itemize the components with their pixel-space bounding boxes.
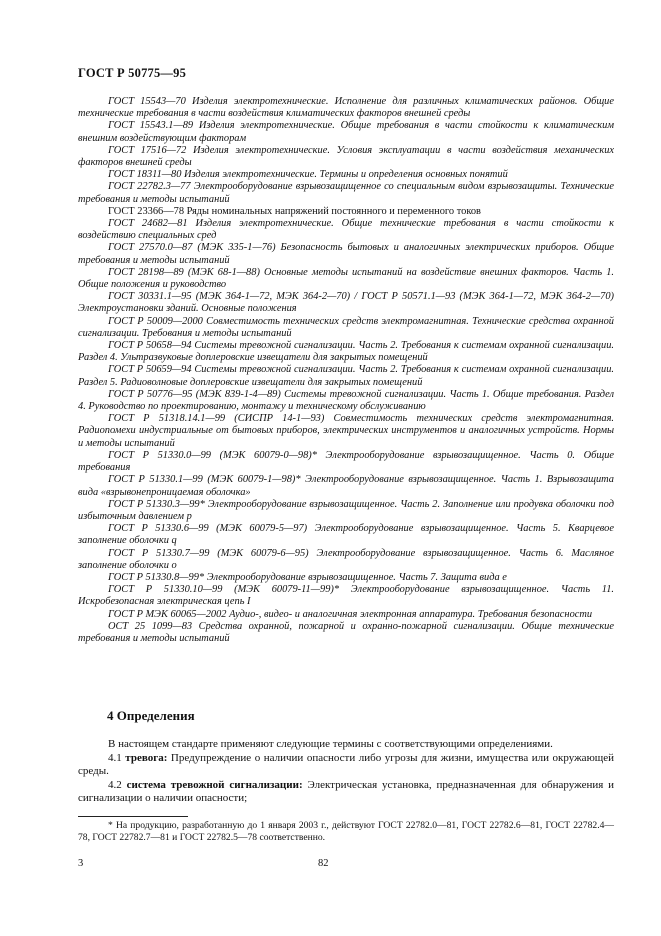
footnote-divider (78, 816, 188, 817)
reference-item: ГОСТ Р 51330.6—99 (МЭК 60079-5—97) Электрооборудование взрывозащищенное. Часть 5. Кварцевое заполнение оболочки q (78, 523, 614, 547)
reference-item: ГОСТ 22782.3—77 Электрооборудование взрывозащищенное со специальным видом взрывозащиты. Технические требования и методы испытаний (78, 181, 614, 205)
definition-item (78, 779, 614, 806)
reference-item: ГОСТ Р 51330.7—99 (МЭК 60079-6—95) Электрооборудование взрывозащищенное. Часть 6. Масляное заполнение оболочки о (78, 547, 614, 571)
reference-item: ГОСТ Р 51330.1—99 (МЭК 60079-1—98)* Электрооборудование взрывозащищенное. Часть 1. Взрывозащита вида «взрывонепроницаемая оболочка» (78, 474, 614, 498)
definition-text: Предупреждение о наличии опасности либо угрозы для жизни, имущества или окружающей среды. (78, 751, 615, 778)
reference-item: ГОСТ Р 50659—94 Системы тревожной сигнализации. Часть 2. Требования к системам охранной сигнализации. Раздел 5. Радиоволновые доплеровские извещатели для закрытых помещений (78, 364, 614, 388)
reference-item: ГОСТ 15543—70 Изделия электротехнические. Исполнение для различных климатических районов. Общие технические требования в части воздействия климатических факторов внешней среды (78, 96, 614, 120)
reference-item: ГОСТ Р 51330.8—99* Электрооборудование взрывозащищенное. Часть 7. Защита вида е (108, 571, 507, 583)
reference-item: ГОСТ 18311—80 Изделия электротехнические. Термины и определения основных понятий (108, 169, 508, 181)
reference-item: ГОСТ Р МЭК 60065—2002 Аудио-, видео- и аналогичная электронная аппаратура. Требования безопасности (108, 608, 593, 620)
definition-term: тревога: (125, 751, 168, 764)
section-title: 4 Определения (107, 708, 195, 723)
reference-item: ГОСТ Р 50776—95 (МЭК 839-1-4—89) Системы тревожной сигнализации. Часть 1. Общие требования. Раздел 4. Руководство по проектированию, монтажу и техническому обслуживанию (78, 388, 614, 413)
footnote-text: * На продукцию, разработанную до 1 января 2003 г., действуют ГОСТ 22782.0—81, ГОСТ 22782.6—81, ГОСТ 22782.4—78, ГОСТ 22782.7—81 и ГОСТ 22782.5—78 соответственно. (78, 820, 614, 843)
reference-item: ГОСТ Р 51330.0—99 (МЭК 60079-0—98)* Электрооборудование взрывозащищенное. Часть 0. Общие требования (78, 449, 614, 474)
definition-number: 4.2 (108, 778, 122, 791)
definition-item (78, 752, 614, 779)
reference-item: ГОСТ Р 51330.10—99 (МЭК 60079-11—99)* Электрооборудование взрывозащищенное. Часть 11. Искробезопасная электрическая цепь I (78, 584, 614, 608)
footnote (78, 820, 614, 843)
definition-term: система тревожной сигнализации: (126, 778, 303, 791)
reference-item: ГОСТ 15543.1—89 Изделия электротехнические. Общие требования в части стойкости к климатическим внешним воздействующим факторам (78, 120, 614, 144)
normative-references-list (78, 96, 614, 645)
reference-item: ГОСТ 27570.0—87 (МЭК 335-1—76) Безопасность бытовых и аналогичных электрических приборов. Общие требования и методы испытаний (78, 242, 614, 266)
definitions-intro: В настоящем стандарте применяют следующие термины с соответствующими определениями. (108, 738, 553, 750)
reference-item: ГОСТ Р 51318.14.1—99 (СИСПР 14-1—93) Совместимость технических средств электромагнитная. Радиопомехи индустриальные от бытовых приборов, электрических инструментов и аналогичных устройств. Нормы и методы испытаний (78, 413, 614, 449)
reference-item: ОСТ 25 1099—83 Средства охранной, пожарной и охранно-пожарной сигнализации. Общие технические требования и методы испытаний (78, 620, 614, 644)
reference-item: ГОСТ Р 50009—2000 Совместимость технических средств электромагнитная. Технические средства охранной сигнализации. Требования и методы испытаний (78, 315, 614, 339)
reference-item: ГОСТ 28198—89 (МЭК 68-1—88) Основные методы испытаний на воздействие внешних факторов. Часть 1. Общие положения и руководство (78, 266, 614, 291)
reference-item: ГОСТ 17516—72 Изделия электротехнические. Условия эксплуатации в части воздействия механических факторов внешней среды (78, 144, 614, 169)
reference-item: ГОСТ 30331.1—95 (МЭК 364-1—72, МЭК 364-2—70) / ГОСТ Р 50571.1—93 (МЭК 364-1—72, МЭК 364-2—70) Электроустановки зданий. Основные положения (78, 291, 614, 315)
document-code-header: ГОСТ Р 50775—95 (78, 66, 187, 80)
reference-item: ГОСТ Р 51330.3—99* Электрооборудование взрывозащищенное. Часть 2. Заполнение или продувка оболочки под избыточным давлением р (78, 498, 614, 522)
reference-item: ГОСТ 23366—78 Ряды номинальных напряжений постоянного и переменного токов (108, 205, 481, 217)
sheet-number: 82 (318, 858, 329, 869)
reference-item: ГОСТ 24682—81 Изделия электротехнические. Общие технические требования в части стойкости к воздействию специальных сред (78, 218, 614, 242)
definition-text: Электрическая установка, предназначенная для обнаружения и сигнализации о наличии опасности; (78, 778, 615, 805)
definition-number: 4.1 (108, 751, 122, 764)
page-number: 3 (78, 858, 84, 869)
definitions-block (78, 738, 614, 806)
reference-item: ГОСТ Р 50658—94 Системы тревожной сигнализации. Часть 2. Требования к системам охранной сигнализации. Раздел 4. Ультразвуковые доплеровские извещатели для закрытых помещений (78, 340, 614, 364)
